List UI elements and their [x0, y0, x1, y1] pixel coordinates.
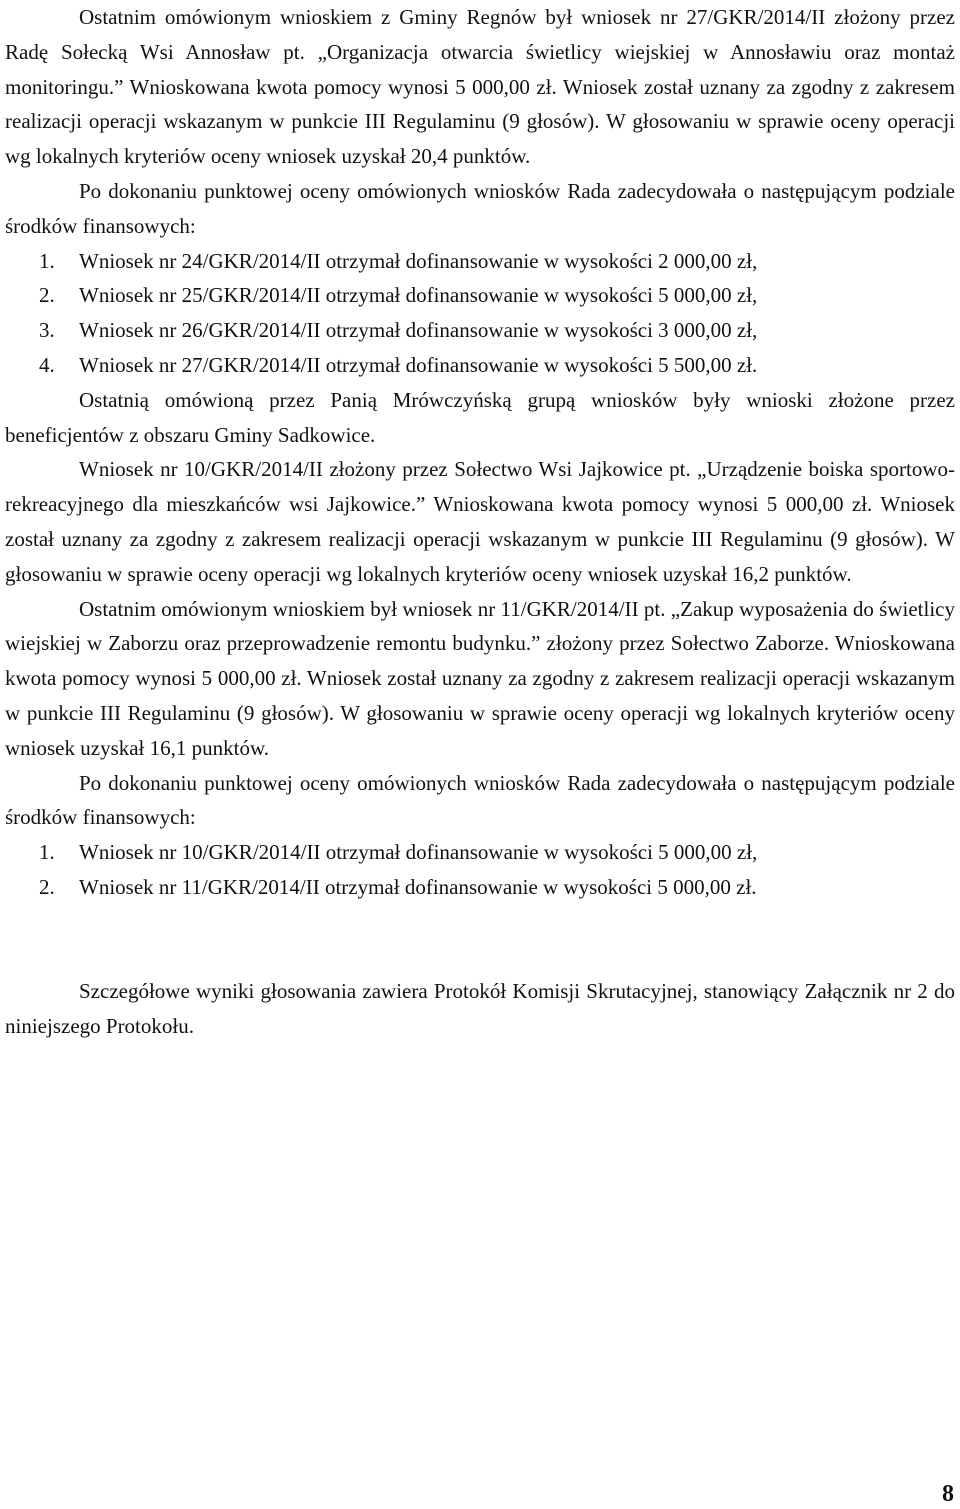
list-item: [5, 278, 955, 313]
list-item-text: Wniosek nr 10/GKR/2014/II otrzymał dofinansowanie w wysokości 5 000,00 zł,: [79, 840, 758, 865]
list-item-number: 2.: [39, 283, 55, 308]
list-item-text: Wniosek nr 11/GKR/2014/II otrzymał dofinansowanie w wysokości 5 000,00 zł.: [79, 874, 757, 899]
list-item: [5, 348, 955, 383]
paragraph-allocation-intro-2: Po dokonaniu punktowej oceny omówionych wniosków Rada zadecydowała o następującym podziale środków finansowych:: [5, 770, 955, 830]
list-item-text: Wniosek nr 24/GKR/2014/II otrzymał dofinansowanie w wysokości 2 000,00 zł,: [79, 248, 758, 273]
list-item: [5, 835, 955, 870]
paragraph-regnow-application-27: Ostatnim omówionym wnioskiem z Gminy Regnów był wniosek nr 27/GKR/2014/II złożony przez Radę Sołecką Wsi Annosław pt. „Organizacja otwarcia świetlicy wiejskiej w Annosławiu oraz montaż monitoringu.” Wnioskowana kwota pomocy wynosi 5 000,00 zł. Wniosek został uznany za zgodny z zakresem realizacji operacji wskazanym w punkcie III Regulaminu (9 głosów). W głosowaniu w sprawie oceny operacji wg lokalnych kryteriów oceny wniosek uzyskał 20,4 punktów.: [5, 5, 955, 169]
paragraph-sadkowice-group: Ostatnią omówioną przez Panią Mrówczyńską grupą wniosków były wnioski złożone przez beneficjentów z obszaru Gminy Sadkowice.: [5, 387, 955, 447]
funding-list-sadkowice: [5, 835, 955, 905]
list-item: [5, 870, 955, 905]
document-page: [5, 0, 955, 1043]
spacer: [5, 905, 955, 974]
paragraph-application-11: Ostatnim omówionym wnioskiem był wniosek nr 11/GKR/2014/II pt. „Zakup wyposażenia do świetlicy wiejskiej w Zaborzu oraz przeprowadzenie remontu budynku.” złożony przez Sołectwo Zaborze. Wnioskowana kwota pomocy wynosi 5 000,00 zł. Wniosek został uznany za zgodny z zakresem realizacji operacji wskazanym w punkcie III Regulaminu (9 głosów). W głosowaniu w sprawie oceny operacji wg lokalnych kryteriów oceny wniosek uzyskał 16,1 punktów.: [5, 596, 955, 760]
list-item-number: 3.: [39, 318, 55, 343]
list-item-number: 4.: [39, 352, 55, 377]
list-item-text: Wniosek nr 26/GKR/2014/II otrzymał dofinansowanie w wysokości 3 000,00 zł,: [79, 318, 758, 343]
paragraph-voting-results-note: Szczegółowe wyniki głosowania zawiera Protokół Komisji Skrutacyjnej, stanowiący Załącznik nr 2 do niniejszego Protokołu.: [5, 978, 955, 1038]
list-item-text: Wniosek nr 25/GKR/2014/II otrzymał dofinansowanie w wysokości 5 000,00 zł,: [79, 283, 758, 308]
funding-list-regnow: [5, 244, 955, 383]
list-item-number: 2.: [39, 874, 55, 899]
paragraph-allocation-intro: Po dokonaniu punktowej oceny omówionych wniosków Rada zadecydowała o następującym podziale środków finansowych:: [5, 178, 955, 238]
list-item-number: 1.: [39, 840, 55, 865]
list-item-number: 1.: [39, 248, 55, 273]
paragraph-application-10: Wniosek nr 10/GKR/2014/II złożony przez Sołectwo Wsi Jajkowice pt. „Urządzenie boiska sportowo-rekreacyjnego dla mieszkańców wsi Jajkowice.” Wnioskowana kwota pomocy wynosi 5 000,00 zł. Wniosek został uznany za zgodny z zakresem realizacji operacji wskazanym w punkcie III Regulaminu (9 głosów). W głosowaniu w sprawie oceny operacji wg lokalnych kryteriów oceny wniosek uzyskał 16,2 punktów.: [5, 457, 955, 586]
list-item: [5, 313, 955, 348]
list-item-text: Wniosek nr 27/GKR/2014/II otrzymał dofinansowanie w wysokości 5 500,00 zł.: [79, 352, 758, 377]
list-item: [5, 244, 955, 279]
page-number: 8: [942, 1481, 954, 1507]
